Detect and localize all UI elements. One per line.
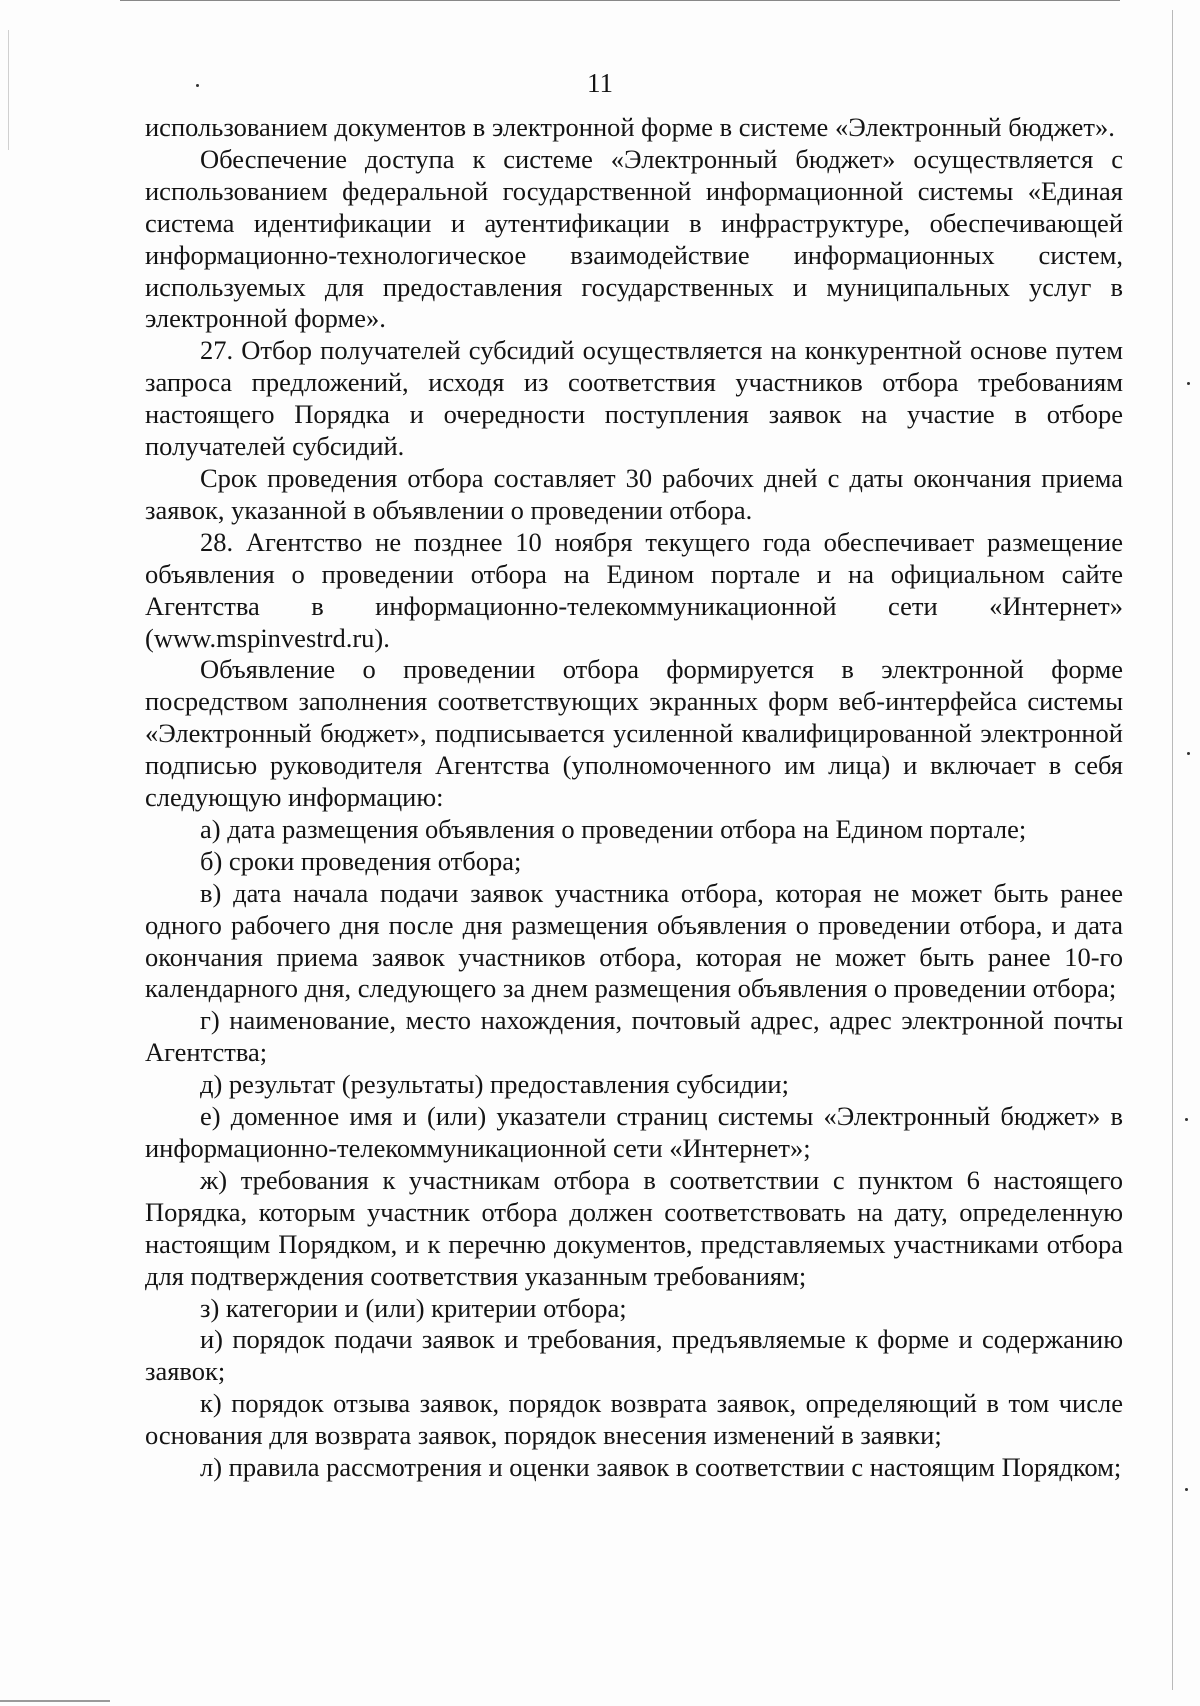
scan-speck	[1187, 752, 1190, 755]
scan-speck	[1187, 382, 1190, 385]
scan-edge-right	[1172, 10, 1173, 1690]
paragraph: з) категории и (или) критерии отбора;	[200, 1292, 627, 1323]
scan-edge-top	[120, 0, 1120, 1]
paragraph: л) правила рассмотрения и оценки заявок в соответствии с настоящим Порядком;	[200, 1452, 1122, 1483]
paragraph: г) наименование, место нахождения, почтовый адрес, адрес электронной почты Агентства;	[145, 1005, 1123, 1068]
paragraph: 28. Агентство не позднее 10 ноября текущего года обеспечивает размещение объявления о проведении отбора на Едином портале и на официальном сайте Агентства в информационно-телекоммуникационной сети «Интернет» (www.mspinvestrd.ru).	[145, 526, 1123, 653]
paragraph: ж) требования к участникам отбора в соответствии с пунктом 6 настоящего Порядка, которым участник отбора должен соответствовать на дату, определенную настоящим Порядком, и к перечню документов, представляемых участниками отбора для подтверждения соответствия указанным требованиям;	[145, 1164, 1123, 1291]
paragraph: в) дата начала подачи заявок участника отбора, которая не может быть ранее одного рабочего дня после дня размещения объявления о проведении отбора, и дата окончания приема заявок участников отбора, которая не может быть ранее 10-го календарного дня, следующего за днем размещения объявления о проведении отбора;	[145, 877, 1123, 1004]
paragraph: д) результат (результаты) предоставления субсидии;	[200, 1069, 789, 1100]
paragraph: и) порядок подачи заявок и требования, предъявляемые к форме и содержанию заявок;	[145, 1324, 1123, 1387]
paragraph: использованием документов в электронной форме в системе «Электронный бюджет».	[145, 112, 1115, 142]
paragraph: е) доменное имя и (или) указатели страниц системы «Электронный бюджет» в информационно-телекоммуникационной сети «Интернет»;	[145, 1101, 1123, 1163]
paragraph: Срок проведения отбора составляет 30 рабочих дней с даты окончания приема заявок, указанной в объявлении о проведении отбора.	[145, 462, 1123, 525]
paragraph: б) сроки проведения отбора;	[200, 845, 522, 876]
paragraph: 27. Отбор получателей субсидий осуществляется на конкурентной основе путем запроса предложений, исходя из соответствия участников отбора требованиям настоящего Порядка и очередности поступления заявок на участие в отборе получателей субсидий.	[145, 335, 1123, 462]
scan-speck	[1185, 1488, 1188, 1491]
paragraph: к) порядок отзыва заявок, порядок возврата заявок, определяющий в том числе основания для возврата заявок, порядок внесения изменений в заявки;	[145, 1388, 1123, 1451]
page-number: 11	[587, 68, 613, 98]
scan-edge-bottom	[0, 1700, 110, 1702]
scan-speck	[1185, 1118, 1188, 1121]
document-body	[145, 112, 1123, 1484]
paragraph: Обеспечение доступа к системе «Электронный бюджет» осуществляется с использованием федеральной государственной информационной системы «Единая система идентификации и аутентификации в инфраструктуре, обеспечивающей информационно-технологическое взаимодействие информационных систем, используемых для предоставления государственных и муниципальных услуг в электронной форме».	[145, 143, 1123, 334]
paragraph: Объявление о проведении отбора формируется в электронной форме посредством заполнения соответствующих экранных форм веб-интерфейса системы «Электронный бюджет», подписывается усиленной квалифицированной электронной подписью руководителя Агентства (уполномоченного им лица) и включает в себя следующую информацию:	[145, 654, 1123, 813]
paragraph: а) дата размещения объявления о проведении отбора на Едином портале;	[200, 813, 1027, 844]
